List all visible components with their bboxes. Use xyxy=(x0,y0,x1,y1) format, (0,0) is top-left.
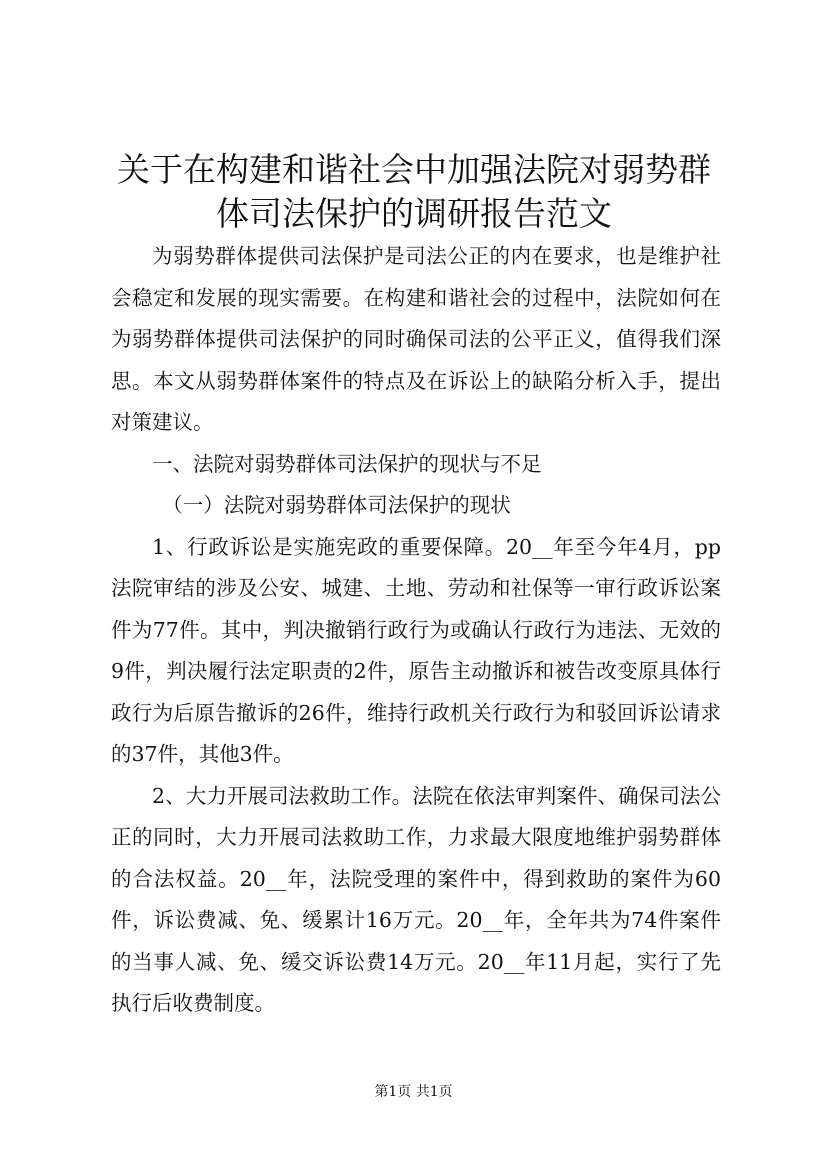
document-title: 关于在构建和谐社会中加强法院对弱势群体司法保护的调研报告范文 xyxy=(117,150,711,233)
intro-paragraph: 为弱势群体提供司法保护是司法公正的内在要求，也是维护社会稳定和发展的现实需要。在构建和谐社会的过程中，法院如何在为弱势群体提供司法保护的同时确保司法的公平正义，值得我们深思。本文从弱势群体案件的特点及在诉讼上的缺陷分析入手，提出对策建议。 xyxy=(111,244,721,434)
document-body xyxy=(111,236,721,1025)
page-footer: 第1页 共1页 xyxy=(374,1084,453,1100)
item-1-paragraph: 1、行政诉讼是实施宪政的重要保障。20__年至今年4月，pp法院审结的涉及公安、城建、土地、劳动和社保等一审行政诉讼案件为77件。其中，判决撤销行政行为或确认行政行为违法、无效的9件，判决履行法定职责的2件，原告主动撤诉和被告改变原具体行政行为后原告撤诉的26件，维持行政机关行政行为和驳回诉讼请求的37件，其他3件。 xyxy=(111,534,721,766)
section-heading: 一、法院对弱势群体司法保护的现状与不足 xyxy=(152,451,542,476)
item-2-paragraph: 2、大力开展司法救助工作。法院在依法审判案件、确保司法公正的同时，大力开展司法救助工作，力求最大限度地维护弱势群体的合法权益。20__年，法院受理的案件中，得到救助的案件为60件，诉讼费减、免、缓累计16万元。20__年，全年共为74件案件的当事人减、免、缓交诉讼费14万元。20__年11月起，实行了先执行后收费制度。 xyxy=(111,783,721,1015)
subsection-heading: （一）法院对弱势群体司法保护的现状 xyxy=(162,493,511,517)
